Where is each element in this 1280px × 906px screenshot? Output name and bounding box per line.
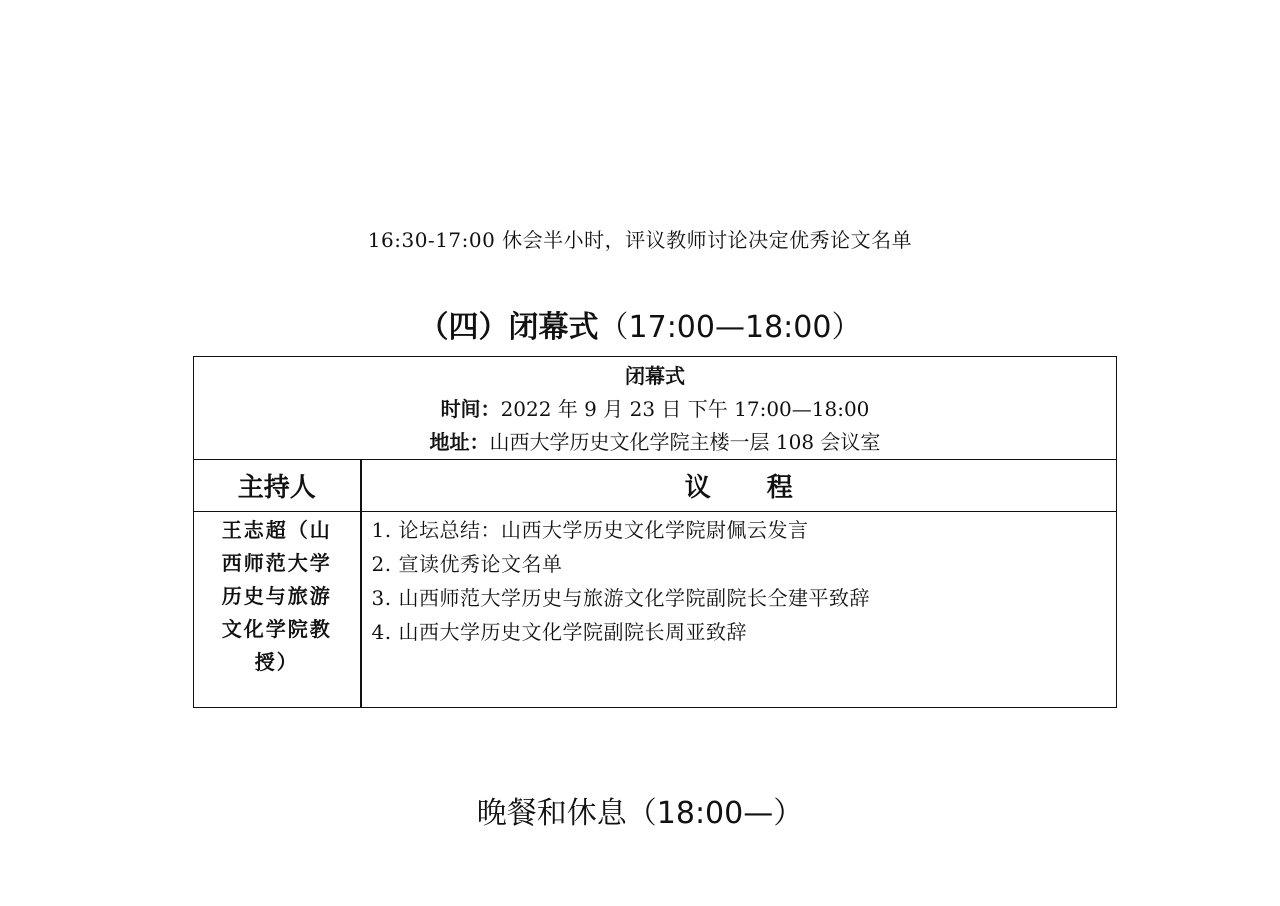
host-cell bbox=[194, 512, 361, 708]
break-note: 16:30-17:00 休会半小时，评议教师讨论决定优秀论文名单 bbox=[367, 228, 913, 252]
host-column-header: 主持人 bbox=[194, 460, 361, 512]
ceremony-info-cell bbox=[194, 357, 1117, 460]
closing-ceremony-table bbox=[193, 356, 1117, 708]
agenda-items-cell bbox=[361, 512, 1117, 708]
ceremony-time: 时间：2022 年 9 月 23 日 下午 17:00—18:00 bbox=[440, 397, 870, 421]
agenda-item: 4. 山西大学历史文化学院副院长周亚致辞 bbox=[371, 620, 747, 644]
agenda-item: 1. 论坛总结：山西大学历史文化学院尉佩云发言 bbox=[371, 518, 809, 542]
ceremony-name: 闭幕式 bbox=[625, 364, 685, 388]
dinner-note: 晚餐和休息（18:00—） bbox=[476, 796, 804, 831]
agenda-item: 2. 宣读优秀论文名单 bbox=[371, 552, 563, 576]
agenda-item: 3. 山西师范大学历史与旅游文化学院副院长仝建平致辞 bbox=[371, 586, 870, 610]
ceremony-address: 地址：山西大学历史文化学院主楼一层 108 会议室 bbox=[429, 430, 881, 454]
section-title bbox=[0, 302, 1280, 346]
section-time: （17:00—18:00） bbox=[598, 310, 862, 345]
host-name: 王志超（山西师范大学历史与旅游文化学院教授） bbox=[221, 518, 332, 674]
section-title-text: （四）闭幕式 bbox=[418, 310, 599, 345]
agenda-column-header: 议 程 bbox=[361, 460, 1117, 512]
